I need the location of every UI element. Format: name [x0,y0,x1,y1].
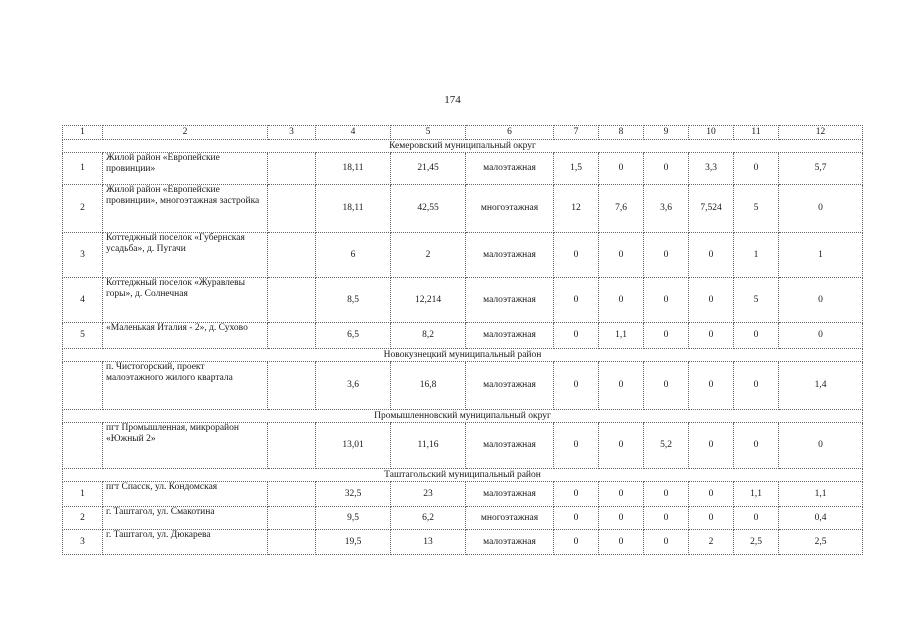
building-type: малоэтажная [466,233,554,278]
col-8: 0 [599,153,644,185]
section-row [63,140,863,153]
col-3 [268,185,316,233]
col-10: 3,3 [689,153,734,185]
col-5: 16,8 [391,362,466,410]
col-8: 7,6 [599,185,644,233]
row-number: 5 [63,323,103,349]
object-name: Жилой район «Европейские провинции», многоэтажная застройка [103,185,268,233]
col-10: 0 [689,233,734,278]
object-name: п. Чистогорский, проект малоэтажного жилого квартала [103,362,268,410]
header-row [63,126,863,140]
col-3 [268,153,316,185]
col-9: 0 [644,482,689,507]
col-10: 0 [689,507,734,530]
col-9: 0 [644,278,689,323]
col-11: 0 [734,362,779,410]
col-12: 0,4 [779,507,863,530]
col-12: 0 [779,323,863,349]
col-3 [268,423,316,469]
col-3 [268,278,316,323]
col-11: 0 [734,323,779,349]
col-11: 0 [734,423,779,469]
object-name: «Маленькая Италия - 2», д. Сухово [103,323,268,349]
col-11: 1,1 [734,482,779,507]
table-row [63,185,863,233]
col-9: 5,2 [644,423,689,469]
header-cell: 9 [644,126,689,140]
col-3 [268,530,316,555]
header-cell: 8 [599,126,644,140]
col-8: 1,1 [599,323,644,349]
building-type: малоэтажная [466,482,554,507]
header-cell: 2 [103,126,268,140]
col-7: 0 [554,233,599,278]
object-name: пгт Промышленная, микрорайон «Южный 2» [103,423,268,469]
col-10: 0 [689,323,734,349]
row-number: 3 [63,530,103,555]
col-10: 2 [689,530,734,555]
col-3 [268,233,316,278]
col-5: 13 [391,530,466,555]
col-11: 5 [734,278,779,323]
row-number: 1 [63,153,103,185]
col-12: 0 [779,185,863,233]
col-11: 0 [734,153,779,185]
col-5: 23 [391,482,466,507]
table-row [63,323,863,349]
col-7: 0 [554,362,599,410]
header-cell: 3 [268,126,316,140]
col-7: 0 [554,423,599,469]
col-4: 8,5 [316,278,391,323]
table-row [63,362,863,410]
col-8: 0 [599,507,644,530]
header-cell: 11 [734,126,779,140]
object-name: г. Таштагол, ул. Дюкарева [103,530,268,555]
col-4: 32,5 [316,482,391,507]
col-4: 18,11 [316,185,391,233]
col-5: 8,2 [391,323,466,349]
col-5: 42,55 [391,185,466,233]
col-4: 3,6 [316,362,391,410]
section-title: Кемеровский муниципальный округ [63,140,863,153]
col-4: 19,5 [316,530,391,555]
col-9: 0 [644,153,689,185]
row-number [63,423,103,469]
col-7: 0 [554,482,599,507]
object-name: Жилой район «Европейские провинции» [103,153,268,185]
section-row [63,469,863,482]
col-10: 7,524 [689,185,734,233]
col-4: 6 [316,233,391,278]
row-number [63,362,103,410]
col-10: 0 [689,423,734,469]
col-4: 6,5 [316,323,391,349]
col-9: 0 [644,233,689,278]
header-cell: 12 [779,126,863,140]
header-cell: 10 [689,126,734,140]
row-number: 2 [63,507,103,530]
section-row [63,410,863,423]
col-8: 0 [599,423,644,469]
col-8: 0 [599,530,644,555]
col-5: 2 [391,233,466,278]
col-5: 11,16 [391,423,466,469]
row-number: 3 [63,233,103,278]
col-7: 0 [554,530,599,555]
col-7: 0 [554,323,599,349]
section-title: Промышленновский муниципальный округ [63,410,863,423]
building-type: малоэтажная [466,423,554,469]
col-4: 18,11 [316,153,391,185]
col-8: 0 [599,362,644,410]
object-name: Коттеджный поселок «Журавлевы горы», д. Солнечная [103,278,268,323]
object-name: Коттеджный поселок «Губернская усадьба», д. Пугачи [103,233,268,278]
col-10: 0 [689,278,734,323]
section-row [63,349,863,362]
col-3 [268,323,316,349]
table-row [63,482,863,507]
col-11: 0 [734,507,779,530]
col-7: 0 [554,507,599,530]
col-9: 3,6 [644,185,689,233]
col-3 [268,507,316,530]
col-10: 0 [689,482,734,507]
col-7: 0 [554,278,599,323]
table-row [63,423,863,469]
col-11: 2,5 [734,530,779,555]
table-row [63,530,863,555]
col-8: 0 [599,482,644,507]
table-row [63,153,863,185]
building-type: малоэтажная [466,362,554,410]
table-row [63,233,863,278]
col-8: 0 [599,233,644,278]
building-type: малоэтажная [466,530,554,555]
col-12: 1,1 [779,482,863,507]
col-7: 1,5 [554,153,599,185]
section-title: Таштагольский муниципальный район [63,469,863,482]
col-9: 0 [644,507,689,530]
col-12: 2,5 [779,530,863,555]
row-number: 2 [63,185,103,233]
object-name: г. Таштагол, ул. Смакотина [103,507,268,530]
col-5: 12,214 [391,278,466,323]
object-name: пгт Спасск, ул. Кондомская [103,482,268,507]
col-5: 21,45 [391,153,466,185]
col-9: 0 [644,362,689,410]
col-12: 1,4 [779,362,863,410]
row-number: 1 [63,482,103,507]
building-type: многоэтажная [466,185,554,233]
table-body [63,126,863,555]
col-11: 5 [734,185,779,233]
col-4: 13,01 [316,423,391,469]
col-5: 6,2 [391,507,466,530]
col-12: 1 [779,233,863,278]
section-title: Новокузнецкий муниципальный район [63,349,863,362]
col-9: 0 [644,530,689,555]
header-cell: 6 [466,126,554,140]
building-type: малоэтажная [466,278,554,323]
header-cell: 7 [554,126,599,140]
col-12: 5,7 [779,153,863,185]
building-type: многоэтажная [466,507,554,530]
housing-table [62,125,863,555]
header-cell: 4 [316,126,391,140]
col-3 [268,482,316,507]
header-cell: 5 [391,126,466,140]
col-8: 0 [599,278,644,323]
col-12: 0 [779,278,863,323]
building-type: малоэтажная [466,323,554,349]
row-number: 4 [63,278,103,323]
table-row [63,278,863,323]
col-9: 0 [644,323,689,349]
col-7: 12 [554,185,599,233]
col-4: 9,5 [316,507,391,530]
header-cell: 1 [63,126,103,140]
col-12: 0 [779,423,863,469]
col-11: 1 [734,233,779,278]
col-10: 0 [689,362,734,410]
building-type: малоэтажная [466,153,554,185]
col-3 [268,362,316,410]
table-row [63,507,863,530]
page-number: 174 [444,94,461,106]
